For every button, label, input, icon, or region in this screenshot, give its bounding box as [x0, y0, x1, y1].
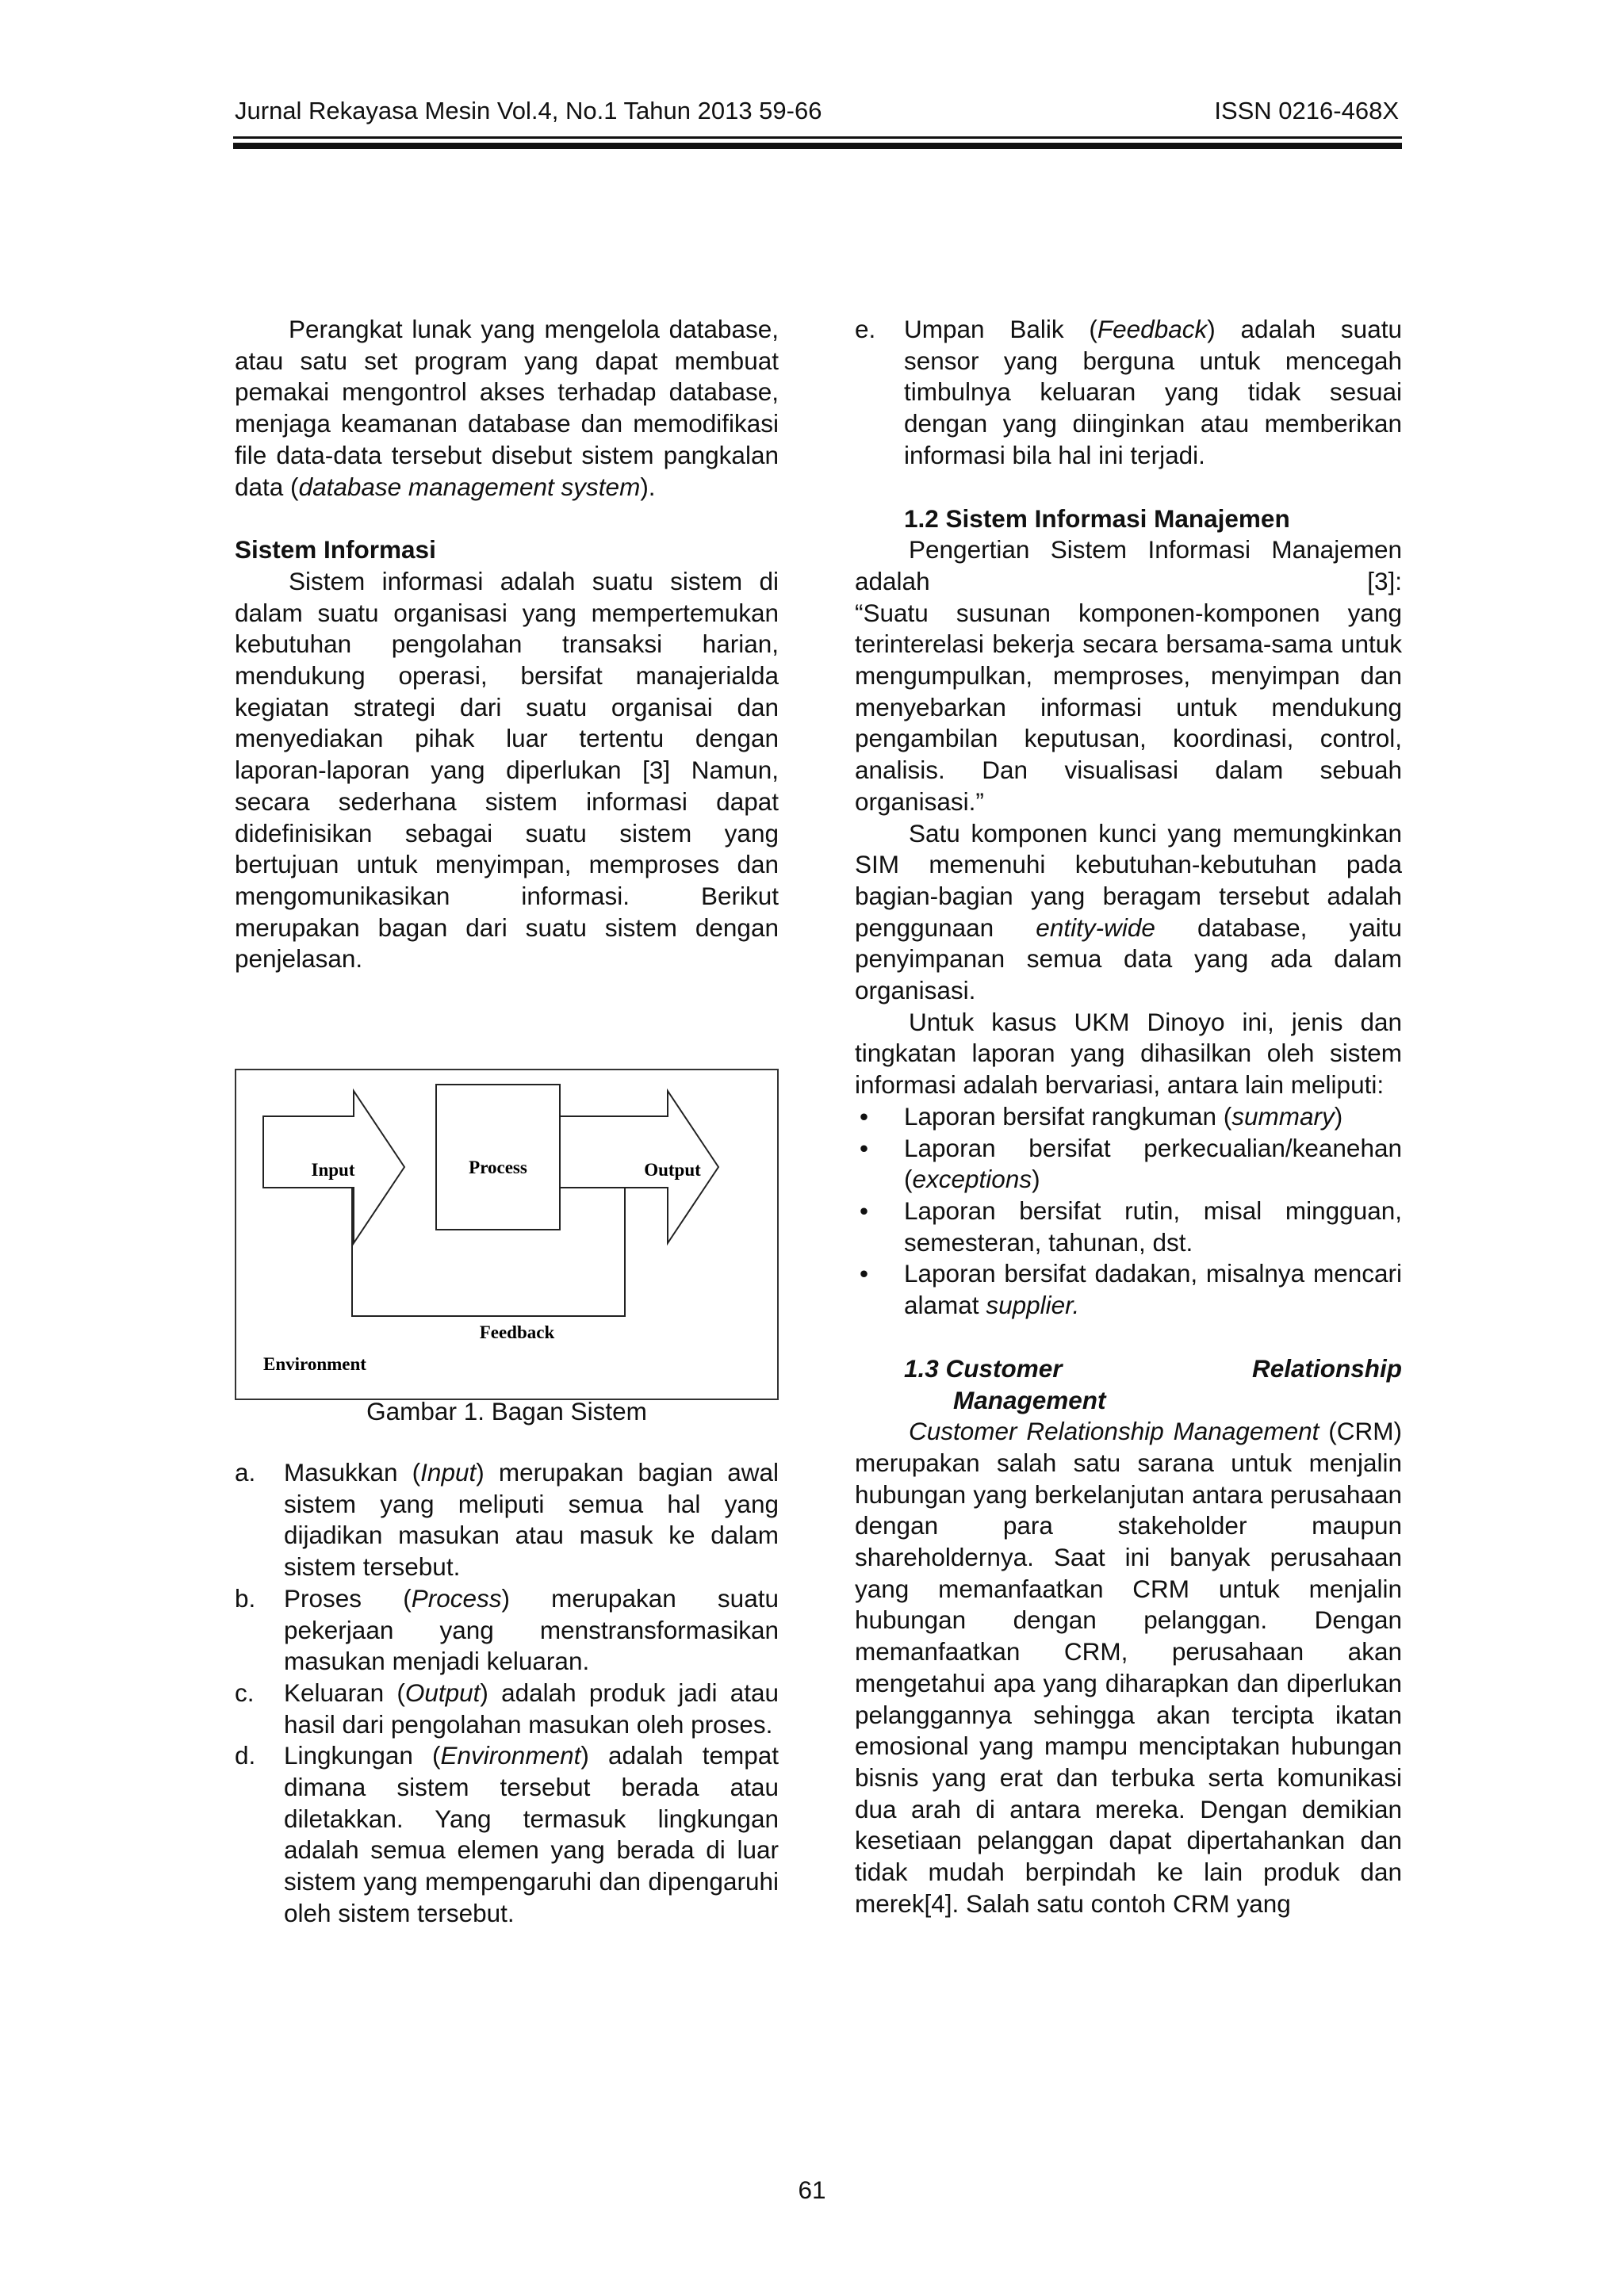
figure-caption: Gambar 1. Bagan Sistem [366, 1397, 647, 1425]
section-heading-sistem-informasi: Sistem Informasi [235, 535, 436, 564]
left-column-list [235, 1457, 779, 1930]
section-heading-1-3: 1.3 Customer Relationship Management [904, 1353, 1402, 1414]
journal-title: Jurnal Rekayasa Mesin Vol.4, No.1 Tahun 2013 59-66 [235, 97, 822, 124]
list-item: e. Umpan Balik (Feedback) adalah suatu sensor yang berguna untuk mencegah timbulnya keluaran yang tidak sesuai dengan yang diinginkan atau memberikan informasi bila hal ini terjadi. [855, 315, 1402, 469]
sim-intro-line: Pengertian Sistem Informasi Manajemen adalah [3]: [855, 535, 1402, 595]
process-label: Process [469, 1158, 527, 1177]
feedback-label: Feedback [479, 1322, 555, 1342]
section-heading-1-2: 1.2 Sistem Informasi Manajemen [904, 503, 1290, 533]
list-item: d. Lingkungan (Environment) adalah tempat dimana sistem tersebut berada atau diletakkan. Yang termasuk lingkungan adalah semua elemen yang berada di luar sistem yang mempengaruhi dan dipengaruhi oleh sistem tersebut. [235, 1741, 779, 1927]
ukm-paragraph: Untuk kasus UKM Dinoyo ini, jenis dan tingkatan laporan yang dihasilkan oleh sistem informasi adalah bervariasi, antara lain meliputi: [855, 1007, 1402, 1100]
page-number: 61 [798, 2175, 826, 2204]
list-item: b. Proses (Process) merupakan suatu pekerjaan yang menstransformasikan masukan menjadi keluaran. [235, 1583, 779, 1676]
issn: ISSN 0216-468X [1214, 97, 1399, 124]
system-diagram [235, 1069, 779, 1400]
bullet-item: • Laporan bersifat perkecualian/keanehan (exceptions) [860, 1133, 1402, 1194]
crm-paragraph: Customer Relationship Management (CRM) merupakan salah satu sarana untuk menjalin hubungan yang berkelanjutan antara perusahaan dengan para stakeholder maupun shareholdernya. Saat ini banyak perusahaan yang memanfaatkan CRM untuk menjalin hubungan dengan pelanggan. Dengan memanfaatkan CRM, perusahaan akan mengetahui apa yang diharapkan dan diperlukan pelanggannya sehingga akan tercipta ikatan emosional yang mampu menciptakan hubungan bisnis yang erat dan terbuka serta komunikasi dua arah di antara mereka. Dengan demikian kesetiaan pelanggan dapat dipertahankan dan tidak mudah berpindah ke lain produk dan merek[4]. Salah satu contoh CRM yang [855, 1417, 1402, 1918]
sistem-informasi-paragraph: Sistem informasi adalah suatu sistem di dalam suatu organisasi yang mempertemukan kebutuhan pengolahan transaksi harian, mendukung operasi, bersifat manajerialda kegiatan strategi dari suatu organisai dan menyediakan pihak luar tertentu dengan laporan-laporan yang diperlukan [3] Namun, secara sederhana sistem informasi dapat didefinisikan sebagai suatu sistem yang bertujuan untuk menyimpan, memproses dan mengomunikasikan informasi. Berikut merupakan bagan dari suatu sistem dengan penjelasan. [235, 566, 779, 974]
bullet-item: • Laporan bersifat rutin, misal mingguan, semesteran, tahunan, dst. [860, 1196, 1402, 1257]
intro-paragraph: Perangkat lunak yang mengelola database, atau satu set program yang dapat membuat pemakai mengontrol akses terhadap database, menjaga keamanan database dan memodifikasi file data-data tersebut disebut sistem pangkalan data (database management system). [235, 315, 779, 501]
list-item: c. Keluaran (Output) adalah produk jadi atau hasil dari pengolahan masukan oleh proses. [235, 1678, 779, 1739]
header-rule-thin [233, 136, 1402, 139]
sim-paragraph: Satu komponen kunci yang memungkinkan SIM memenuhi kebutuhan-kebutuhan pada bagian-bagian yang beragam tersebut adalah penggunaan entity-wide database, yaitu penyimpanan semua data yang ada dalam organisasi. [855, 818, 1402, 1005]
header-rule-thick [233, 143, 1402, 149]
bullet-item: • Laporan bersifat dadakan, misalnya mencari alamat supplier. [860, 1259, 1402, 1320]
environment-label: Environment [263, 1354, 366, 1374]
sim-quote: “Suatu susunan komponen-komponen yang terinterelasi bekerja secara bersama-sama untuk mengumpulkan, memproses, menyimpan dan menyebarkan informasi untuk mendukung pengambilan keputusan, koordinasi, control, analisis. Dan visualisasi dalam sebuah organisasi.” [855, 598, 1402, 816]
output-label: Output [644, 1160, 701, 1180]
input-label: Input [311, 1160, 355, 1180]
list-item: a. Masukkan (Input) merupakan bagian awal sistem yang meliputi semua hal yang dijadikan masukan atau masuk ke dalam sistem tersebut. [235, 1458, 779, 1582]
right-column [855, 314, 1402, 1919]
left-column-top [235, 314, 779, 975]
bullet-item: • Laporan bersifat rangkuman (summary) [860, 1101, 1343, 1131]
